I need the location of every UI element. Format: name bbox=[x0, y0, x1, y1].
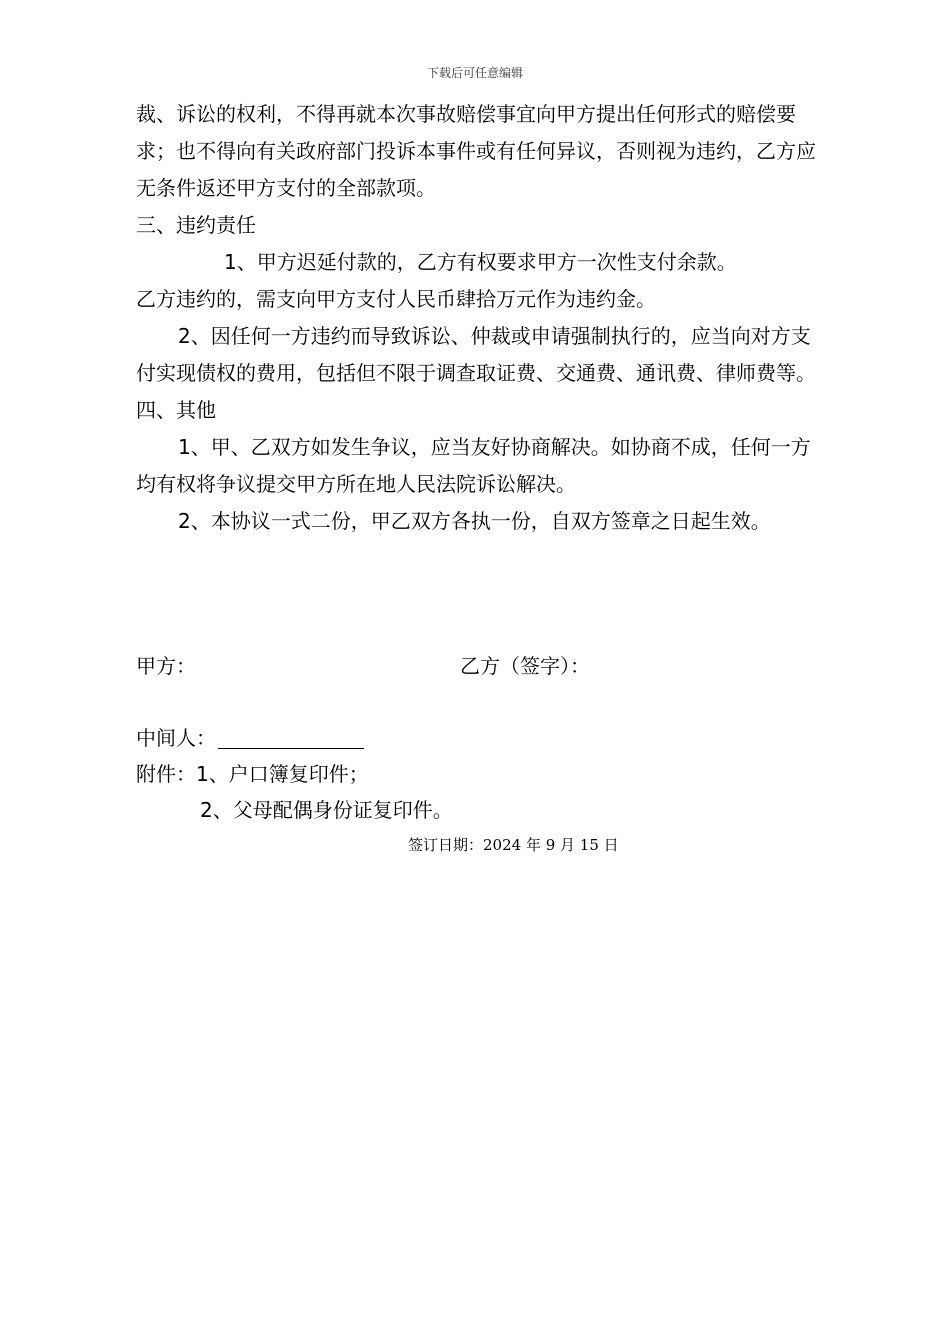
paragraph-waiver: 裁、诉讼的权利，不得再就本次事故赔偿事宜向甲方提出任何形式的赔偿要求；也不得向有关政府部门投诉本事件或有任何异议，否则视为违约，乙方应无条件返还甲方支付的全部款项。 bbox=[136, 102, 816, 200]
agreement-body bbox=[136, 96, 816, 540]
clause-late-payment: 1、甲方迟延付款的，乙方有权要求甲方一次性支付余款。 bbox=[224, 250, 737, 274]
clause-party-b-penalty: 乙方违约的，需支向甲方支付人民币肆拾万元作为违约金。 bbox=[136, 287, 656, 311]
clause-copies: 2、本协议一式二份，甲乙双方各执一份，自双方签章之日起生效。 bbox=[178, 509, 771, 533]
section-heading-other: 四、其他 bbox=[136, 398, 216, 422]
middleman-label: 中间人： bbox=[136, 726, 216, 750]
party-b-label: 乙方（签字）： bbox=[460, 654, 590, 678]
section-heading-breach: 三、违约责任 bbox=[136, 213, 256, 237]
attachment-item-1: 附件：1、户口簿复印件； bbox=[136, 762, 369, 786]
party-b-signature bbox=[460, 648, 590, 685]
party-a-signature bbox=[136, 648, 196, 685]
middleman-blank-line bbox=[218, 726, 364, 749]
clause-enforcement-costs: 2、因任何一方违约而导致诉讼、仲裁或申请强制执行的，应当向对方支付实现债权的费用，包括但不限于调查取证费、交通费、通讯费、律师费等。 bbox=[136, 324, 816, 385]
page-header: 下载后可任意编辑 bbox=[426, 66, 523, 80]
sign-date: 签订日期：2024 年 9 月 15 日 bbox=[408, 836, 619, 854]
attachment-item-2: 2、父母配偶身份证复印件。 bbox=[200, 798, 453, 822]
middleman-signature bbox=[136, 720, 364, 757]
party-a-label: 甲方： bbox=[136, 654, 196, 678]
clause-dispute: 1、甲、乙双方如发生争议，应当友好协商解决。如协商不成，任何一方均有权将争议提交甲方所在地人民法院诉讼解决。 bbox=[136, 435, 811, 496]
